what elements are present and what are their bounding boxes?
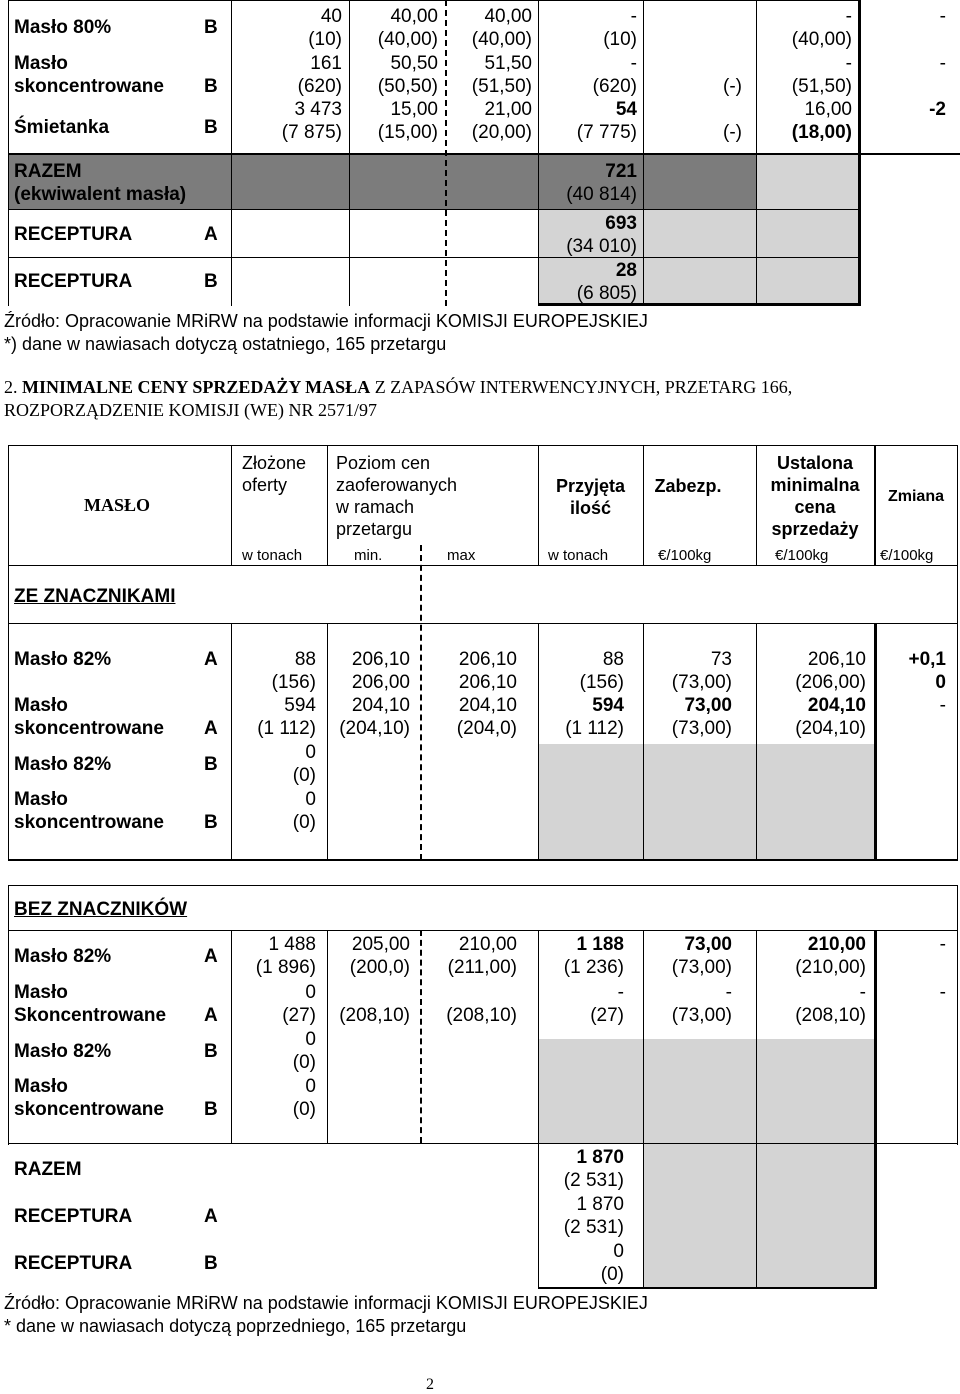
page-number: 2: [426, 1376, 434, 1393]
zn-row3-c1: 0 (0): [292, 742, 316, 786]
unit-6: €/100kg: [775, 547, 829, 564]
bz-row3-name: Masło 82%: [14, 1041, 112, 1062]
t1-source: Źródło: Opracowanie MRiRW na podstawie informacji KOMISJI EUROPEJSKIEJ: [4, 311, 648, 331]
zn-row3-grp: B: [204, 754, 218, 775]
bz-row2-grp: A: [204, 1005, 218, 1026]
t1-row2-c3: 51,50 (51,50): [471, 53, 532, 97]
bz-row1-c5b: (73,00): [671, 957, 732, 978]
bz-row4-grp: B: [204, 1099, 218, 1120]
header-przyjeta: Przyjęta ilość: [555, 476, 626, 518]
header-ustalona: Ustalona minimalna cena sprzedaży: [770, 453, 860, 539]
t1-row1-c6: - (40,00): [791, 6, 852, 50]
section-title-bold: MINIMALNE CENY SPRZEDAŻY MASŁA: [22, 377, 371, 397]
zn-row4-c1: 0 (0): [292, 789, 316, 833]
t1-row1-c2: 40,00 (40,00): [377, 6, 438, 50]
zn-title: ZE ZNACZNIKAMI: [14, 586, 176, 607]
t2-recB-label: RECEPTURA: [14, 1253, 133, 1274]
t1-row2-c2: 50,50 (50,50): [377, 53, 438, 97]
unit-7: €/100kg: [880, 547, 934, 564]
zn-row1-c1: 88 (156): [271, 649, 316, 693]
t2-recA-a: 1 870: [576, 1194, 624, 1215]
zn-row2-c4a: 594: [592, 695, 624, 716]
zn-row2-c1: 594 (1 112): [257, 695, 316, 739]
section-number: 2.: [4, 377, 18, 397]
t1-razem-b: (40 814): [566, 184, 637, 205]
bz-row1-c5a: 73,00: [684, 934, 732, 955]
bz-row2-c6: - (208,10): [795, 982, 866, 1026]
zn-row2-c2: 204,10 (204,10): [339, 695, 410, 739]
t1-row2-grp: B: [204, 76, 218, 97]
t1-row3-c5: (-): [723, 122, 742, 143]
bz-row3-c1: 0 (0): [292, 1029, 316, 1073]
zn-row1-grp: A: [204, 649, 218, 670]
zn-row2-grp: A: [204, 718, 218, 739]
t1-row1-c7: -: [939, 6, 946, 27]
t1-recA-a: 693: [605, 213, 637, 234]
t2-recB-a: 0: [613, 1241, 624, 1262]
bz-row1-c4b: (1 236): [563, 957, 624, 978]
t1-recA-grp: A: [204, 224, 218, 245]
header-maslo: MASŁO: [84, 495, 151, 515]
zn-row2-c7: -: [939, 695, 946, 716]
section-title-line2: ROZPORZĄDZENIE KOMISJI (WE) NR 2571/97: [4, 400, 377, 420]
bz-row1-c3: 210,00 (211,00): [447, 934, 517, 978]
bz-row4-name: Masło skoncentrowane: [14, 1076, 164, 1120]
t1-razem-label: RAZEM (ekwiwalent masła): [14, 161, 187, 205]
t1-recA-b: (34 010): [566, 236, 637, 257]
zn-row1-c7b: 0: [935, 672, 946, 693]
section-heading: [4, 376, 792, 399]
header-zabezp: Zabezp.: [654, 476, 722, 496]
t2-recA-grp: A: [204, 1206, 218, 1227]
t1-razem-a: 721: [605, 161, 637, 182]
t2-razem-b: (2 531): [563, 1170, 624, 1191]
t1-row3-c1: 3 473 (7 875): [281, 99, 342, 143]
t1-row3-grp: B: [204, 117, 218, 138]
bz-row2-c4: - (27): [590, 982, 624, 1026]
bz-row1-grp: A: [204, 946, 218, 967]
t1-row1-c3: 40,00 (40,00): [471, 6, 532, 50]
bz-row1-c7: -: [939, 934, 946, 955]
unit-1: w tonach: [242, 547, 303, 564]
t2-source: Źródło: Opracowanie MRiRW na podstawie informacji KOMISJI EUROPEJSKIEJ: [4, 1293, 648, 1313]
header-zlozone: Złożone oferty: [242, 453, 307, 495]
bz-row1-c6b: (210,00): [795, 957, 866, 978]
t2-recB-b: (0): [600, 1264, 624, 1285]
t2-recA-b: (2 531): [563, 1217, 624, 1238]
t1-row1-c1: 40 (10): [308, 6, 342, 50]
zn-row2-c5a: 73,00: [684, 695, 732, 716]
t1-row3-c4b: (7 775): [576, 122, 637, 143]
t1-row3-name: Śmietanka: [14, 117, 110, 138]
bz-row2-name: Masło Skoncentrowane: [14, 982, 167, 1026]
zn-row1-c6: 206,10 (206,00): [795, 649, 866, 693]
t1-row2-name: Masło skoncentrowane: [14, 53, 164, 97]
zn-row1-c7a: +0,1: [908, 649, 946, 670]
t1-recB-b: (6 805): [576, 283, 637, 304]
t1-row1-c4: - (10): [603, 6, 637, 50]
t2-recB-grp: B: [204, 1253, 218, 1274]
bz-row1-c6a: 210,00: [807, 934, 866, 955]
t1-recB-grp: B: [204, 271, 218, 292]
zn-row4-name: Masło skoncentrowane: [14, 789, 164, 833]
bz-row3-grp: B: [204, 1041, 218, 1062]
bz-row1-c2: 205,00 (200,0): [349, 934, 410, 978]
header-zmiana: Zmiana: [887, 488, 944, 505]
zn-row2-c5b: (73,00): [671, 718, 732, 739]
zn-row2-c3: 204,10 (204,0): [456, 695, 517, 739]
t1-row2-c6: - (51,50): [791, 53, 852, 97]
bz-row2-c5: - (73,00): [671, 982, 732, 1026]
unit-3: max: [447, 547, 476, 564]
unit-4: w tonach: [548, 547, 609, 564]
bz-row4-c1: 0 (0): [292, 1076, 316, 1120]
t2-recA-label: RECEPTURA: [14, 1206, 133, 1227]
zn-row1-c4: 88 (156): [579, 649, 624, 693]
bz-row2-c1: 0 (27): [282, 982, 316, 1026]
zn-row3-name: Masło 82%: [14, 754, 112, 775]
bz-row1-c1: 1 488 (1 896): [255, 934, 316, 978]
t1-row3-c4a: 54: [615, 99, 637, 120]
zn-row2-c6a: 204,10: [807, 695, 866, 716]
header-poziom: Poziom cen zaoferowanych w ramach przetargu: [336, 453, 458, 539]
t1-row2-c4: - (620): [592, 53, 637, 97]
t1-recB-label: RECEPTURA: [14, 271, 133, 292]
t1-row3-c2: 15,00 (15,00): [377, 99, 438, 143]
zn-row1-c5: 73 (73,00): [671, 649, 732, 693]
t1-recB-a: 28: [615, 260, 637, 281]
unit-5: €/100kg: [658, 547, 712, 564]
t1-row3-c6a: 16,00: [804, 99, 852, 120]
bz-row1-c4a: 1 188: [576, 934, 624, 955]
t1-row3-c6b: (18,00): [791, 122, 852, 143]
t2-razem-a: 1 870: [576, 1147, 624, 1168]
zn-row2-c6b: (204,10): [795, 718, 866, 739]
t1-row1-grp: B: [204, 17, 218, 38]
t1-row2-c7: -: [939, 53, 946, 74]
t1-row2-c1: 161 (620): [297, 53, 342, 97]
zn-row1-c3: 206,10 206,10: [458, 649, 517, 693]
bz-row2-c3: (208,10): [446, 1005, 517, 1026]
zn-row2-name: Masło skoncentrowane: [14, 695, 164, 739]
t1-row3-c7: -2: [929, 99, 946, 120]
t1-note: *) dane w nawiasach dotyczą ostatniego, 165 przetargu: [4, 334, 447, 354]
zn-row1-name: Masło 82%: [14, 649, 112, 670]
zn-row1-c2: 206,10 206,00: [351, 649, 410, 693]
bz-title: BEZ ZNACZNIKÓW: [14, 899, 188, 920]
t1-row2-c5: (-): [723, 76, 742, 97]
zn-row2-c4b: (1 112): [565, 718, 624, 739]
t2-note: * dane w nawiasach dotyczą poprzedniego, 165 przetargu: [4, 1316, 467, 1336]
bz-row1-name: Masło 82%: [14, 946, 112, 967]
bz-row2-c7: -: [939, 982, 946, 1003]
unit-2: min.: [354, 547, 383, 564]
t2-razem-label: RAZEM: [14, 1159, 82, 1180]
section-title-rest: Z ZAPASÓW INTERWENCYJNYCH, PRZETARG 166,: [370, 377, 793, 397]
t1-row1-name: Masło 80%: [14, 17, 112, 38]
bz-row2-c2: (208,10): [339, 1005, 410, 1026]
t1-recA-label: RECEPTURA: [14, 224, 133, 245]
zn-row4-grp: B: [204, 812, 218, 833]
t1-row3-c3: 21,00 (20,00): [471, 99, 532, 143]
